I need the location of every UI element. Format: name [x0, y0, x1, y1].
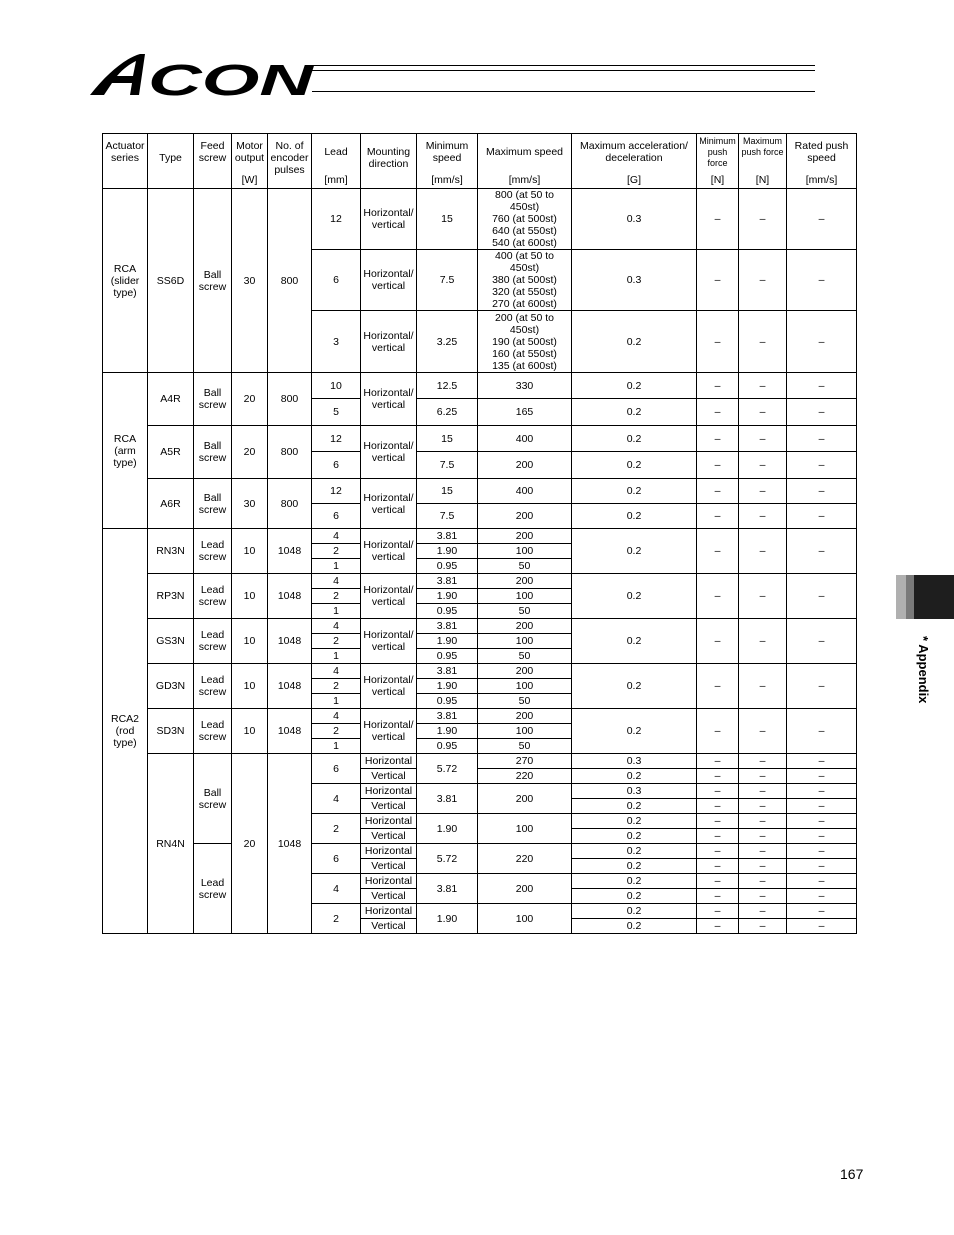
table-cell: 7.5 [417, 452, 478, 479]
table-cell: 1 [312, 649, 361, 664]
table-cell: 1 [312, 604, 361, 619]
table-cell: 50 [478, 739, 572, 754]
table-cell: – [787, 904, 857, 919]
table-cell: 2 [312, 724, 361, 739]
table-cell: 0.2 [572, 859, 697, 874]
table-cell: 50 [478, 559, 572, 574]
table-cell: Ball screw [194, 189, 232, 373]
header-rule [312, 70, 815, 71]
table-cell: 30 [232, 189, 268, 373]
table-cell: – [739, 529, 787, 574]
table-cell: Horizontal/ vertical [361, 250, 417, 311]
table-cell: 0.2 [572, 426, 697, 452]
table-cell: 6 [312, 250, 361, 311]
table-cell: 200 [478, 574, 572, 589]
table-cell: 0.3 [572, 754, 697, 769]
table-cell: – [697, 529, 739, 574]
table-cell: – [787, 311, 857, 373]
table-cell: 0.95 [417, 649, 478, 664]
table-cell: 12 [312, 426, 361, 452]
table-cell: 400 [478, 426, 572, 452]
table-cell: 200 (at 50 to 450st) 190 (at 500st) 160 (at 550st) 135 (at 600st) [478, 311, 572, 373]
table-cell: – [697, 859, 739, 874]
table-cell: – [739, 504, 787, 529]
table-cell: 200 [478, 504, 572, 529]
table-cell: GS3N [148, 619, 194, 664]
table-cell: – [739, 709, 787, 754]
table-cell: 10 [232, 529, 268, 574]
table-cell: 12.5 [417, 373, 478, 399]
table-cell: – [787, 859, 857, 874]
table-cell: Horizontal/ vertical [361, 373, 417, 426]
table-cell: 800 [268, 479, 312, 529]
table-cell: 1048 [268, 574, 312, 619]
table-cell: 7.5 [417, 250, 478, 311]
table-cell: Horizontal/ vertical [361, 619, 417, 664]
svg-text:CON: CON [148, 56, 316, 98]
table-cell: 100 [478, 679, 572, 694]
table-cell: 6 [312, 754, 361, 784]
table-cell: 50 [478, 604, 572, 619]
table-cell: – [787, 426, 857, 452]
table-cell: A4R [148, 373, 194, 426]
table-cell: 5.72 [417, 844, 478, 874]
table-cell: – [697, 664, 739, 709]
table-cell: – [787, 889, 857, 904]
table-cell: 3.81 [417, 709, 478, 724]
table-cell: 7.5 [417, 504, 478, 529]
table-cell: Horizontal [361, 814, 417, 829]
table-cell: 1048 [268, 664, 312, 709]
spec-table [102, 133, 857, 934]
table-cell: Vertical [361, 919, 417, 934]
table-cell: 200 [478, 664, 572, 679]
table-cell: – [697, 452, 739, 479]
table-cell: – [739, 784, 787, 799]
table-cell: 1048 [268, 709, 312, 754]
header-cell: Motor output [W] [232, 134, 268, 189]
table-row [103, 189, 857, 250]
table-cell: 6.25 [417, 399, 478, 426]
header-cell: Feed screw [194, 134, 232, 189]
table-cell: RP3N [148, 574, 194, 619]
table-cell: – [739, 844, 787, 859]
table-cell: 10 [312, 373, 361, 399]
table-cell: 100 [478, 544, 572, 559]
table-cell: Horizontal/ vertical [361, 189, 417, 250]
table-cell: 1.90 [417, 634, 478, 649]
table-cell: – [739, 769, 787, 784]
table-cell: 330 [478, 373, 572, 399]
table-row [103, 479, 857, 504]
table-cell: – [787, 874, 857, 889]
table-cell: – [697, 709, 739, 754]
header-cell: Maximum push force [N] [739, 134, 787, 189]
table-cell: 2 [312, 544, 361, 559]
table-cell: 1.90 [417, 724, 478, 739]
table-cell: 0.95 [417, 739, 478, 754]
table-cell: – [697, 311, 739, 373]
table-cell: 1.90 [417, 904, 478, 934]
table-cell: Vertical [361, 829, 417, 844]
table-cell: Horizontal [361, 754, 417, 769]
table-cell: – [787, 829, 857, 844]
table-cell: – [697, 844, 739, 859]
table-cell: – [739, 904, 787, 919]
header-cell: Rated push speed [mm/s] [787, 134, 857, 189]
table-cell: 3.81 [417, 874, 478, 904]
table-cell: – [739, 479, 787, 504]
table-cell: – [787, 574, 857, 619]
table-cell: – [787, 479, 857, 504]
table-cell: – [739, 799, 787, 814]
header-cell: Lead [mm] [312, 134, 361, 189]
table-cell: – [697, 504, 739, 529]
table-cell: 3.81 [417, 619, 478, 634]
table-cell: 6 [312, 504, 361, 529]
table-cell: – [787, 529, 857, 574]
table-cell: – [697, 904, 739, 919]
table-cell: 4 [312, 709, 361, 724]
table-cell: 0.2 [572, 399, 697, 426]
table-cell: – [697, 829, 739, 844]
table-cell: 3 [312, 311, 361, 373]
table-row [103, 709, 857, 724]
table-cell: 800 [268, 189, 312, 373]
table-cell: – [787, 504, 857, 529]
table-cell: Lead screw [194, 574, 232, 619]
table-cell: RN3N [148, 529, 194, 574]
header-cell: Type [148, 134, 194, 189]
table-row [103, 664, 857, 679]
table-row [103, 754, 857, 769]
table-cell: – [739, 859, 787, 874]
table-cell: 400 [478, 479, 572, 504]
table-cell: – [787, 452, 857, 479]
table-cell: 50 [478, 649, 572, 664]
table-cell: 220 [478, 769, 572, 784]
table-cell: 0.2 [572, 874, 697, 889]
table-cell: Horizontal [361, 874, 417, 889]
table-cell: 2 [312, 634, 361, 649]
table-cell: – [697, 769, 739, 784]
table-cell: 400 (at 50 to 450st) 380 (at 500st) 320 (at 550st) 270 (at 600st) [478, 250, 572, 311]
table-cell: 100 [478, 589, 572, 604]
table-cell: – [739, 426, 787, 452]
table-cell: 20 [232, 754, 268, 934]
table-cell: Horizontal/ vertical [361, 311, 417, 373]
table-cell: – [787, 919, 857, 934]
table-cell: – [739, 889, 787, 904]
table-cell: 0.2 [572, 844, 697, 859]
table-cell: Lead screw [194, 664, 232, 709]
table-cell: Lead screw [194, 619, 232, 664]
table-cell: – [739, 874, 787, 889]
side-tab-label: * Appendix [916, 636, 931, 704]
table-cell: 10 [232, 664, 268, 709]
table-cell: 800 (at 50 to 450st) 760 (at 500st) 640 (at 550st) 540 (at 600st) [478, 189, 572, 250]
table-cell: 1048 [268, 529, 312, 574]
table-cell: – [787, 769, 857, 784]
table-cell: Horizontal/ vertical [361, 426, 417, 479]
table-cell: 4 [312, 529, 361, 544]
header-cell: Minimum push force [N] [697, 134, 739, 189]
table-cell: 10 [232, 619, 268, 664]
table-cell: 20 [232, 373, 268, 426]
table-cell: 2 [312, 904, 361, 934]
table-cell: Horizontal/ vertical [361, 664, 417, 709]
table-cell: 0.2 [572, 829, 697, 844]
table-cell: – [787, 664, 857, 709]
table-cell: 0.2 [572, 904, 697, 919]
table-cell: – [697, 814, 739, 829]
table-cell: 0.3 [572, 189, 697, 250]
table-cell: – [697, 479, 739, 504]
table-cell: – [739, 399, 787, 426]
table-cell: 0.2 [572, 799, 697, 814]
table-cell: 1.90 [417, 679, 478, 694]
table-cell: 50 [478, 694, 572, 709]
table-cell: 1 [312, 694, 361, 709]
table-cell: Lead screw [194, 709, 232, 754]
table-cell: – [787, 799, 857, 814]
table-cell: RCA (slider type) [103, 189, 148, 373]
table-cell: 4 [312, 874, 361, 904]
table-cell: – [739, 754, 787, 769]
table-cell: 30 [232, 479, 268, 529]
table-cell: 0.95 [417, 604, 478, 619]
table-cell: 0.2 [572, 619, 697, 664]
header-cell: Mounting direction [361, 134, 417, 189]
table-cell: 4 [312, 574, 361, 589]
table-row [103, 574, 857, 589]
table-cell: Ball screw [194, 479, 232, 529]
table-cell: GD3N [148, 664, 194, 709]
table-cell: 5 [312, 399, 361, 426]
table-cell: – [787, 619, 857, 664]
table-cell: 4 [312, 619, 361, 634]
table-row [103, 373, 857, 399]
table-cell: – [697, 189, 739, 250]
acon-logo-icon [88, 52, 318, 98]
table-cell: 0.2 [572, 919, 697, 934]
table-cell: Vertical [361, 799, 417, 814]
table-cell: Vertical [361, 859, 417, 874]
table-cell: 6 [312, 844, 361, 874]
page-number: 167 [840, 1166, 864, 1182]
table-cell: – [787, 709, 857, 754]
table-cell: Ball screw [194, 426, 232, 479]
table-cell: 200 [478, 452, 572, 479]
table-cell: – [697, 619, 739, 664]
table-cell: – [739, 452, 787, 479]
table-cell: 6 [312, 452, 361, 479]
table-cell: – [697, 426, 739, 452]
table-cell: 4 [312, 664, 361, 679]
table-cell: A5R [148, 426, 194, 479]
table-cell: 3.81 [417, 784, 478, 814]
table-cell: 15 [417, 479, 478, 504]
table-cell: – [787, 784, 857, 799]
table-cell: – [697, 399, 739, 426]
table-cell: 0.3 [572, 784, 697, 799]
table-cell: 3.81 [417, 574, 478, 589]
table-cell: – [697, 250, 739, 311]
table-cell: 10 [232, 574, 268, 619]
table-cell: 1.90 [417, 589, 478, 604]
table-cell: Ball screw [194, 373, 232, 426]
table-cell: 270 [478, 754, 572, 769]
table-cell: 4 [312, 784, 361, 814]
table-cell: 0.2 [572, 504, 697, 529]
table-cell: – [739, 311, 787, 373]
table-cell: RCA (arm type) [103, 373, 148, 529]
table-cell: 3.25 [417, 311, 478, 373]
header-cell: Maximum acceleration/ deceleration [G] [572, 134, 697, 189]
table-cell: – [739, 814, 787, 829]
header-cell: Maximum speed [mm/s] [478, 134, 572, 189]
header-rule [312, 91, 815, 92]
table-cell: 2 [312, 679, 361, 694]
header-rule [312, 65, 815, 66]
table-cell: – [739, 189, 787, 250]
table-row [103, 619, 857, 634]
table-cell: 0.2 [572, 769, 697, 784]
table-cell: Horizontal/ vertical [361, 574, 417, 619]
table-cell: 0.2 [572, 814, 697, 829]
table-cell: – [697, 799, 739, 814]
table-cell: 3.81 [417, 529, 478, 544]
table-cell: – [787, 399, 857, 426]
table-cell: RN4N [148, 754, 194, 934]
table-cell: – [787, 754, 857, 769]
table-cell: – [787, 189, 857, 250]
table-cell: 0.2 [572, 452, 697, 479]
table-cell: 0.2 [572, 311, 697, 373]
table-cell: 800 [268, 373, 312, 426]
table-cell: 165 [478, 399, 572, 426]
table-cell: – [697, 784, 739, 799]
table-cell: 200 [478, 784, 572, 814]
table-cell: 0.2 [572, 479, 697, 504]
table-cell: 800 [268, 426, 312, 479]
table-cell: 0.2 [572, 529, 697, 574]
table-cell: Vertical [361, 769, 417, 784]
table-cell: 100 [478, 904, 572, 934]
table-cell: 2 [312, 589, 361, 604]
table-cell: 0.95 [417, 559, 478, 574]
table-cell: 0.2 [572, 709, 697, 754]
table-cell: Horizontal/ vertical [361, 529, 417, 574]
table-cell: Horizontal/ vertical [361, 479, 417, 529]
table-cell: Lead screw [194, 844, 232, 934]
table-cell: 0.2 [572, 574, 697, 619]
table-cell: – [739, 373, 787, 399]
table-cell: 200 [478, 619, 572, 634]
table-cell: 12 [312, 189, 361, 250]
table-cell: 0.2 [572, 889, 697, 904]
table-cell: 100 [478, 634, 572, 649]
table-cell: RCA2 (rod type) [103, 529, 148, 934]
table-cell: 2 [312, 814, 361, 844]
table-row [103, 426, 857, 452]
table-cell: 5.72 [417, 754, 478, 784]
table-cell: Ball screw [194, 754, 232, 844]
table-cell: 100 [478, 724, 572, 739]
table-cell: – [697, 889, 739, 904]
table-cell: 1048 [268, 619, 312, 664]
table-cell: SD3N [148, 709, 194, 754]
table-cell: – [739, 619, 787, 664]
table-cell: 1.90 [417, 814, 478, 844]
table-cell: 1048 [268, 754, 312, 934]
table-cell: 100 [478, 814, 572, 844]
header-cell: Actuator series [103, 134, 148, 189]
table-cell: Lead screw [194, 529, 232, 574]
table-cell: – [697, 754, 739, 769]
header-cell: No. of encoder pulses [268, 134, 312, 189]
table-cell: Horizontal/ vertical [361, 709, 417, 754]
section-tab-icon [896, 575, 954, 619]
table-cell: Vertical [361, 889, 417, 904]
table-cell: 0.2 [572, 664, 697, 709]
table-cell: A6R [148, 479, 194, 529]
table-cell: – [739, 829, 787, 844]
table-cell: 220 [478, 844, 572, 874]
table-cell: – [697, 373, 739, 399]
table-cell: – [739, 919, 787, 934]
table-cell: 15 [417, 426, 478, 452]
table-cell: – [787, 373, 857, 399]
table-cell: – [787, 844, 857, 859]
table-cell: 200 [478, 529, 572, 544]
table-cell: 200 [478, 709, 572, 724]
table-cell: 20 [232, 426, 268, 479]
table-cell: – [697, 574, 739, 619]
table-cell: – [787, 814, 857, 829]
table-cell: – [697, 874, 739, 889]
table-header-row [103, 134, 857, 189]
table-cell: 15 [417, 189, 478, 250]
table-row [103, 844, 857, 859]
table-cell: 1.90 [417, 544, 478, 559]
table-cell: Horizontal [361, 844, 417, 859]
table-cell: 10 [232, 709, 268, 754]
table-cell: – [739, 664, 787, 709]
table-cell: – [739, 574, 787, 619]
header-cell: Minimum speed [mm/s] [417, 134, 478, 189]
table-cell: 0.2 [572, 373, 697, 399]
table-cell: 12 [312, 479, 361, 504]
table-cell: 200 [478, 874, 572, 904]
table-cell: – [787, 250, 857, 311]
table-cell: – [697, 919, 739, 934]
table-cell: 1 [312, 559, 361, 574]
table-cell: 0.3 [572, 250, 697, 311]
table-row [103, 529, 857, 544]
table-cell: Horizontal [361, 904, 417, 919]
table-cell: SS6D [148, 189, 194, 373]
table-cell: 0.95 [417, 694, 478, 709]
table-cell: 1 [312, 739, 361, 754]
table-cell: 3.81 [417, 664, 478, 679]
table-cell: Horizontal [361, 784, 417, 799]
table-cell: – [739, 250, 787, 311]
